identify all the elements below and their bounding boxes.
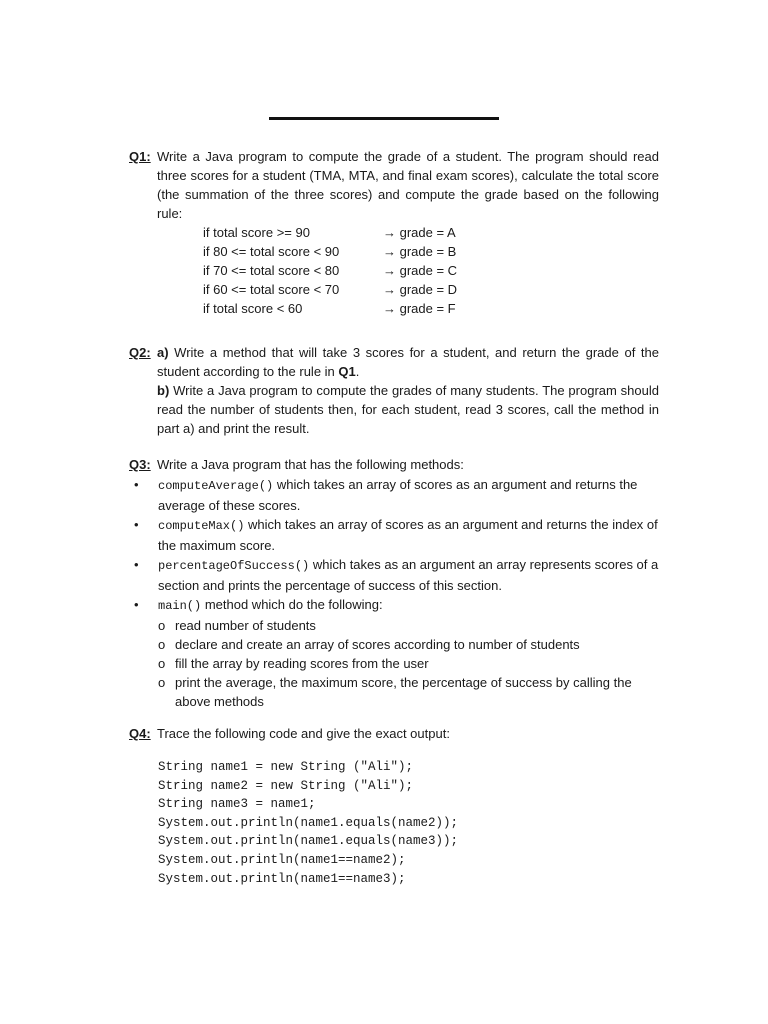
- rule-condition: if 60 <= total score < 70: [203, 282, 340, 297]
- rule-condition: if 80 <= total score < 90: [203, 244, 340, 259]
- bullet-icon: •: [134, 557, 139, 572]
- q2-a-ref: Q1: [338, 364, 356, 379]
- rule-result: → grade = D: [383, 282, 458, 297]
- method-description: method which do the following:: [201, 597, 383, 612]
- main-step-item: [134, 673, 659, 711]
- code-block: [158, 758, 458, 888]
- method-code: percentageOfSuccess(): [158, 559, 310, 573]
- code-line: System.out.println(name1==name2);: [158, 852, 406, 867]
- grade-rule-row: [203, 242, 659, 261]
- main-step-text: print the average, the maximum score, the percentage of success by calling the above methods: [175, 675, 632, 709]
- rule-condition: if total score < 60: [203, 301, 303, 316]
- question-4: [129, 724, 659, 743]
- code-line: System.out.println(name1==name3);: [158, 871, 406, 886]
- q4-text: Trace the following code and give the exact output:: [157, 726, 450, 741]
- q1-label: Q1:: [129, 149, 151, 164]
- method-item: [134, 475, 659, 515]
- rule-condition: if 70 <= total score < 80: [203, 263, 340, 278]
- q2-label: Q2:: [129, 345, 151, 360]
- method-item: [134, 515, 659, 555]
- bullet-icon: •: [134, 517, 139, 532]
- q1-text: Write a Java program to compute the grade of a student. The program should read three scores for a student (TMA, MTA, and final exam scores), calculate the total score (the summation of the three scores) and compute the grade based on the following rule:: [157, 149, 659, 221]
- grade-rule-row: [203, 261, 659, 280]
- q2-a-label: a): [157, 345, 169, 360]
- question-2: [129, 343, 659, 438]
- grade-rule-row: [203, 223, 659, 242]
- bullet-icon: •: [134, 597, 139, 612]
- rule-result: → grade = A: [383, 225, 456, 240]
- main-step-text: fill the array by reading scores from the user: [175, 656, 429, 671]
- rule-result: → grade = C: [383, 263, 458, 278]
- q2-b-label: b): [157, 383, 170, 398]
- grade-rule-row: [203, 280, 659, 299]
- question-1: [129, 147, 659, 318]
- main-step-item: [134, 616, 659, 635]
- method-description: which takes an array of scores as an argument and returns the index of the maximum score.: [158, 517, 658, 553]
- sub-bullet-icon: o: [158, 618, 166, 633]
- sub-bullet-icon: o: [158, 637, 166, 652]
- question-3: [129, 455, 659, 474]
- method-code: computeMax(): [158, 519, 245, 533]
- q2-a-end: .: [355, 364, 360, 379]
- q2-part-b: [157, 381, 659, 438]
- rule-result: → grade = B: [383, 244, 457, 259]
- q3-method-list: [134, 475, 659, 711]
- grade-rules: [203, 223, 659, 318]
- code-line: System.out.println(name1.equals(name3));: [158, 834, 459, 849]
- q2-b-text: Write a Java program to compute the grades of many students. The program should read the number of students then, for each student, read 3 scores, call the method in part a) and print the result.: [157, 383, 659, 436]
- header-rule: [269, 117, 499, 120]
- q2-a-text: Write a method that will take 3 scores for a student, and return the grade of the student according to the rule in: [157, 345, 659, 379]
- bullet-icon: •: [134, 477, 139, 492]
- main-step-text: read number of students: [175, 618, 316, 633]
- code-line: String name2 = new String ("Ali");: [158, 778, 414, 793]
- method-code: computeAverage(): [158, 479, 274, 493]
- q3-label: Q3:: [129, 457, 151, 472]
- grade-rule-row: [203, 299, 659, 318]
- rule-result: → grade = F: [383, 301, 456, 316]
- q3-intro: Write a Java program that has the following methods:: [157, 457, 464, 472]
- method-description: which takes as an argument an array represents scores of a section and prints the percentage of success of this section.: [158, 557, 659, 593]
- main-step-item: [134, 635, 659, 654]
- code-line: String name3 = name1;: [158, 797, 316, 812]
- q4-label: Q4:: [129, 726, 151, 741]
- q2-part-a: [157, 343, 659, 381]
- sub-bullet-icon: o: [158, 675, 166, 690]
- main-step-text: declare and create an array of scores according to number of students: [175, 637, 580, 652]
- code-line: System.out.println(name1.equals(name2));: [158, 815, 459, 830]
- code-line: String name1 = new String ("Ali");: [158, 760, 414, 774]
- sub-bullet-icon: o: [158, 656, 166, 671]
- method-code: main(): [158, 599, 202, 613]
- method-item: [134, 595, 659, 616]
- method-item: [134, 555, 659, 595]
- method-description: which takes an array of scores as an argument and returns the average of these scores.: [158, 477, 638, 513]
- main-step-item: [134, 654, 659, 673]
- rule-condition: if total score >= 90: [203, 225, 310, 240]
